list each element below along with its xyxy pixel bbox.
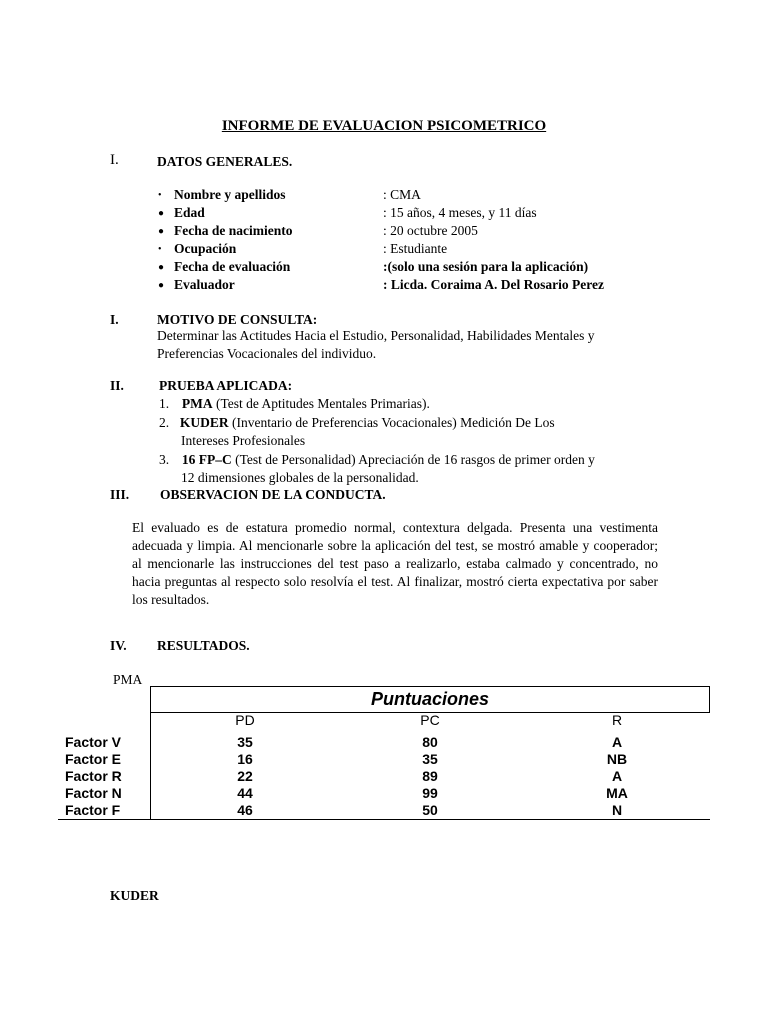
section-5-heading: RESULTADOS. — [157, 638, 250, 653]
bullet-icon: • — [158, 190, 162, 201]
bullet-icon: ● — [158, 280, 165, 291]
r-value: A — [611, 768, 623, 784]
bullet-icon: ● — [158, 208, 165, 219]
bullet-icon: ● — [158, 262, 165, 273]
field-value: : 15 años, 4 meses, y 11 días — [383, 205, 537, 220]
test-item-description: (Inventario de Preferencias Vocacionales) Medición De Los — [228, 415, 555, 430]
pc-value: 99 — [422, 785, 438, 801]
test-item-number: 3. — [159, 452, 170, 467]
pd-value: 46 — [237, 802, 253, 818]
factor-label: Factor E — [65, 751, 122, 767]
factor-label: Factor N — [65, 785, 122, 801]
bullet-icon: ● — [158, 226, 165, 237]
pd-value: 16 — [237, 751, 253, 767]
field-label: Evaluador — [174, 277, 235, 292]
test-item-number: 2. — [159, 415, 170, 430]
section-1-heading: DATOS GENERALES. — [157, 154, 293, 169]
test-item-name: 16 FP–C — [181, 452, 232, 467]
report-title: INFORME DE EVALUACION PSICOMETRICO — [221, 118, 547, 134]
test-item-2-continuation: Intereses Profesionales — [181, 433, 306, 448]
pma-vertical-rule — [150, 686, 151, 819]
field-label: Nombre y apellidos — [174, 187, 286, 202]
test-item-name: PMA — [181, 396, 213, 411]
pd-value: 35 — [237, 734, 253, 750]
section-3-heading: PRUEBA APLICADA: — [159, 378, 293, 393]
column-header-r: R — [611, 712, 623, 728]
r-value: MA — [606, 785, 628, 801]
puntuaciones-caption: Puntuaciones — [370, 689, 490, 709]
observation-paragraph: El evaluado es de estatura promedio normal, contextura delgada. Presenta una vestimenta adecuada y limpia. Al mencionarle sobre la aplicación del test, se mostró amable y cooperador; al mencionarle las instrucciones del test paso a realizarlo, estaba calmado y concentrado, no hacia preguntas al respecto solo resolvía el test. Al finalizar, mostró cierta expectativa por saber los resultados. — [132, 520, 658, 607]
section-4-number: III. — [110, 487, 130, 502]
pc-value: 80 — [422, 734, 438, 750]
section-5-number: IV. — [110, 638, 127, 653]
field-label: Ocupación — [174, 241, 237, 256]
section-3-number: II. — [110, 378, 124, 393]
pma-label: PMA — [113, 672, 143, 687]
factor-label: Factor V — [65, 734, 122, 750]
test-item-3 — [159, 451, 595, 469]
field-value: : CMA — [383, 187, 421, 202]
kuder-label: KUDER — [110, 888, 159, 903]
factor-label: Factor F — [65, 802, 121, 818]
r-value: A — [611, 734, 623, 750]
column-header-pc: PC — [420, 712, 440, 728]
column-header-pd: PD — [235, 712, 255, 728]
pd-value: 44 — [237, 785, 253, 801]
field-value: :(solo una sesión para la aplicación) — [383, 259, 589, 274]
field-value: : 20 octubre 2005 — [383, 223, 478, 238]
field-value: : Licda. Coraima A. Del Rosario Perez — [383, 277, 604, 292]
field-label: Edad — [174, 205, 205, 220]
section-4-heading: OBSERVACION DE LA CONDUCTA. — [160, 487, 386, 502]
test-item-2 — [159, 414, 555, 432]
field-value: : Estudiante — [383, 241, 448, 256]
pd-value: 22 — [237, 768, 253, 784]
pc-value: 35 — [422, 751, 438, 767]
section-2-number: I. — [110, 312, 119, 327]
test-item-description: (Test de Personalidad) Apreciación de 16 rasgos de primer orden y — [231, 452, 595, 467]
field-label: Fecha de evaluación — [174, 259, 291, 274]
factor-label: Factor R — [65, 768, 122, 784]
pma-bottom-rule — [58, 819, 710, 820]
consult-reason-line-1: Determinar las Actitudes Hacia el Estudio, Personalidad, Habilidades Mentales y — [157, 328, 595, 343]
test-item-3-continuation: 12 dimensiones globales de la personalidad. — [181, 470, 419, 485]
bullet-icon: • — [158, 244, 162, 255]
test-item-description: (Test de Aptitudes Mentales Primarias). — [212, 396, 430, 411]
r-value: NB — [606, 751, 628, 767]
section-1-number: I. — [110, 152, 119, 168]
section-2-heading: MOTIVO DE CONSULTA: — [157, 312, 318, 327]
test-item-1 — [159, 395, 430, 413]
pc-value: 50 — [422, 802, 438, 818]
pc-value: 89 — [422, 768, 438, 784]
test-item-number: 1. — [159, 396, 170, 411]
consult-reason-line-2: Preferencias Vocacionales del individuo. — [157, 346, 377, 361]
field-label: Fecha de nacimiento — [174, 223, 293, 238]
test-item-name: KUDER — [179, 415, 229, 430]
r-value: N — [611, 802, 623, 818]
